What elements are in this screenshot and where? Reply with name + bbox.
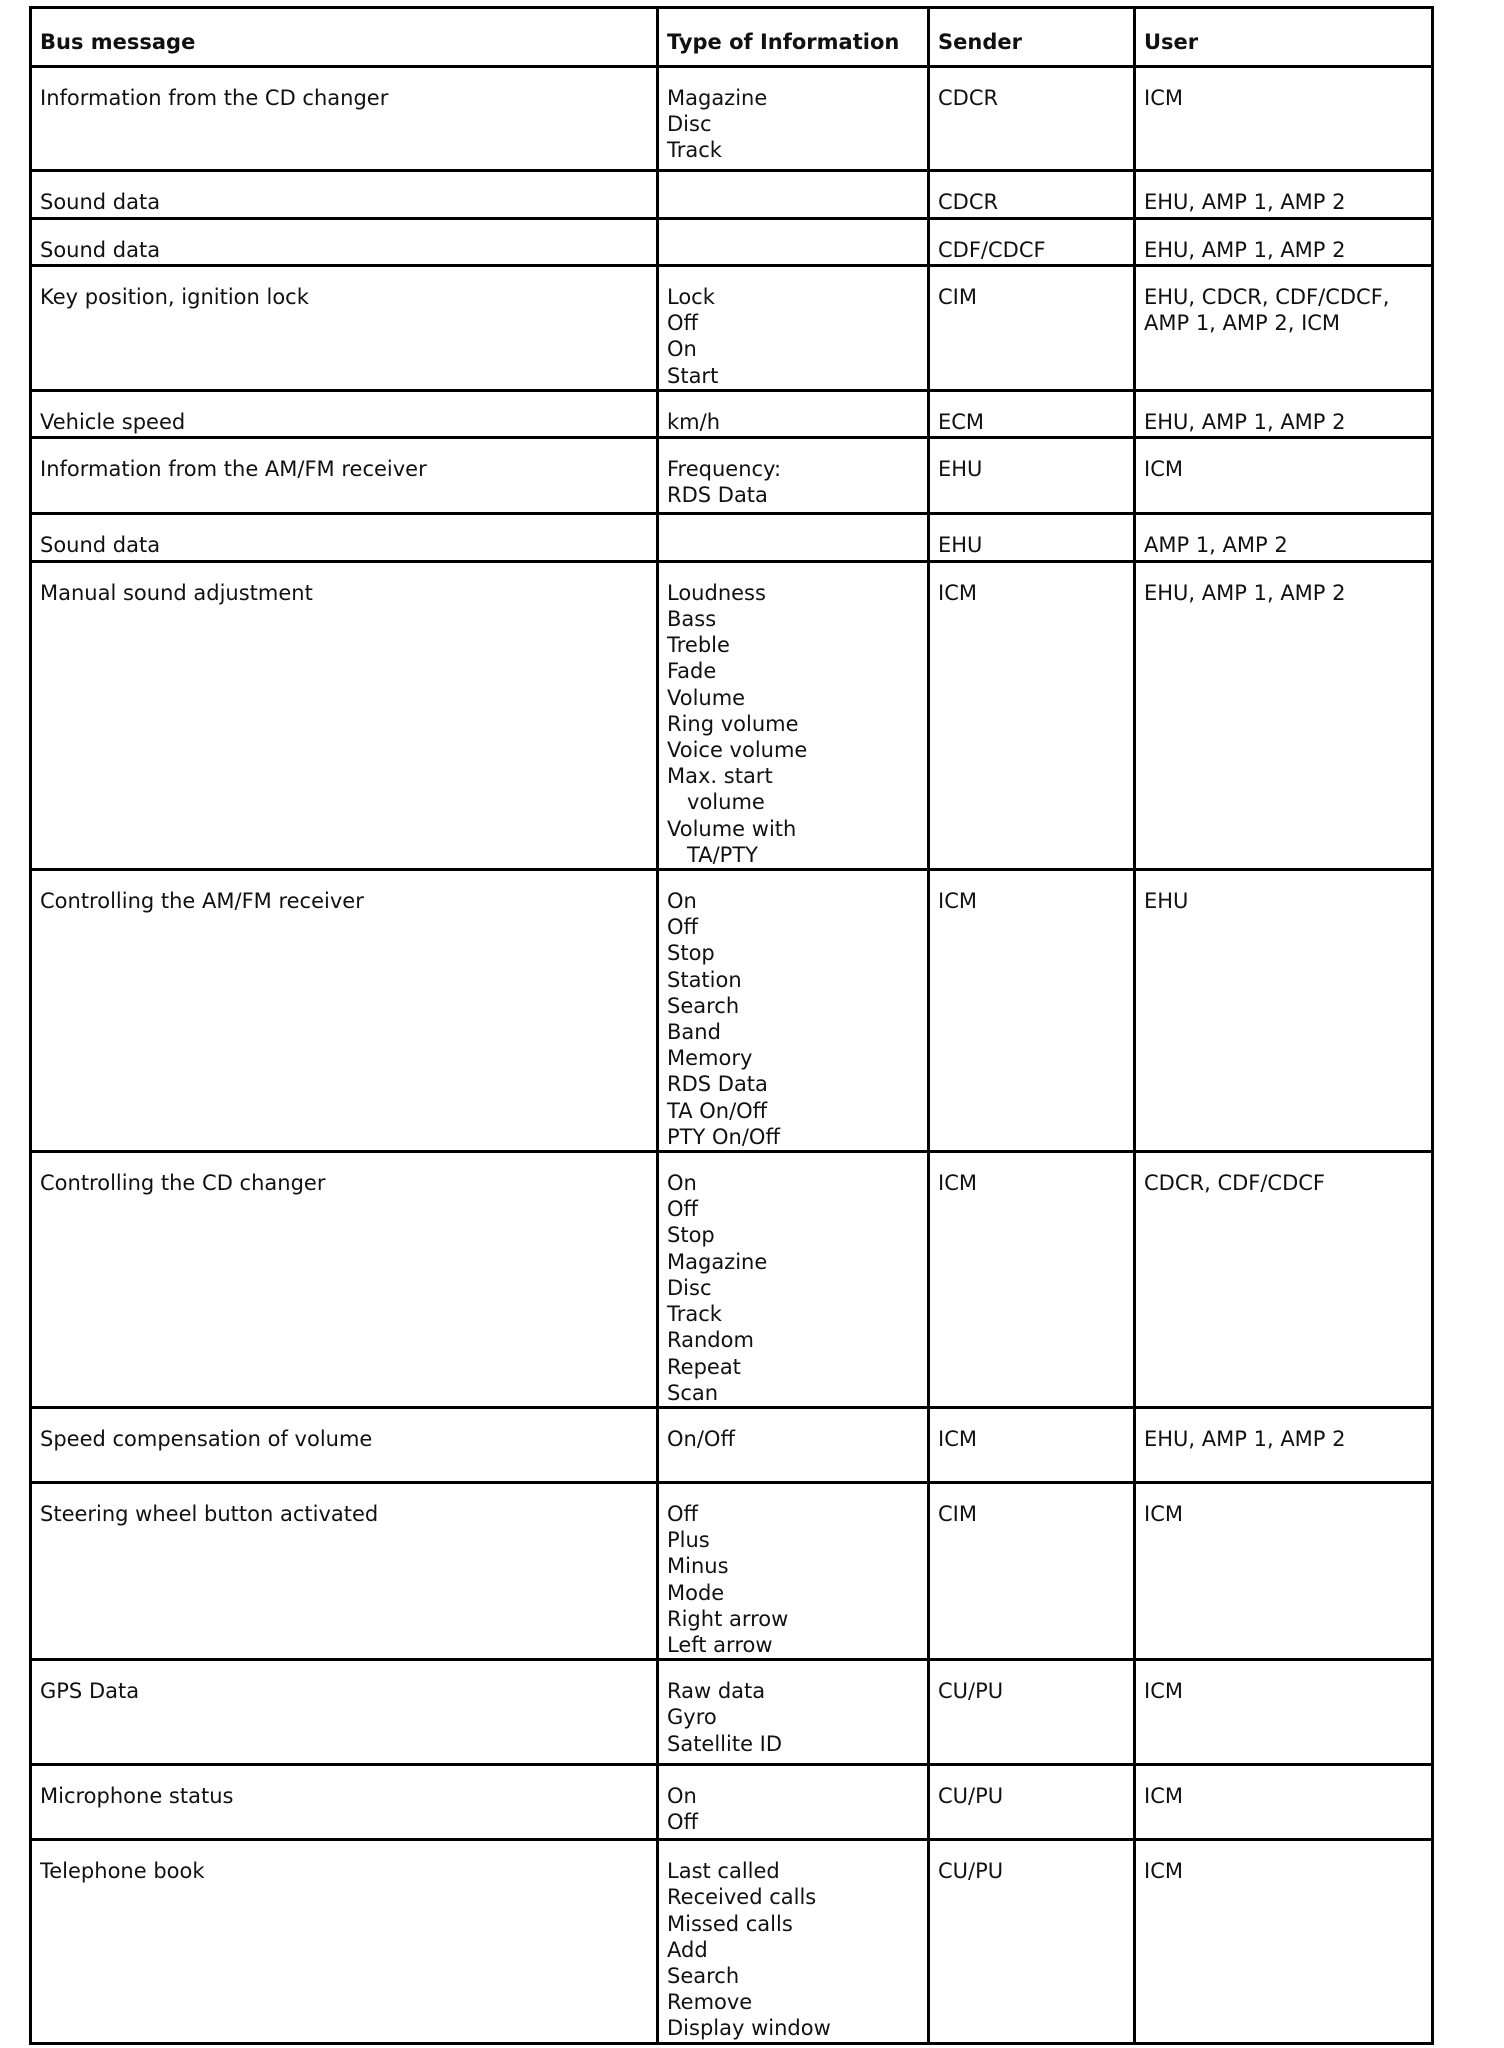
bus-message-cell: Telephone book: [31, 1840, 658, 2043]
table-row: [31, 1407, 1433, 1482]
bus-message-cell: Information from the CD changer: [31, 67, 658, 171]
header-row: [31, 8, 1433, 67]
bus-message-cell: Information from the AM/FM receiver: [31, 437, 658, 513]
type-of-information-cell: [658, 513, 929, 561]
type-of-information-cell: On/Off: [658, 1407, 929, 1482]
header-sender: Sender: [929, 8, 1135, 67]
type-of-information-cell: On Off Stop Magazine Disc Track Random Repeat Scan: [658, 1152, 929, 1408]
user-cell: ICM: [1135, 1660, 1433, 1765]
bus-message-cell: Manual sound adjustment: [31, 561, 658, 869]
sender-cell: CU/PU: [929, 1765, 1135, 1840]
bus-message-cell: Controlling the CD changer: [31, 1152, 658, 1408]
type-of-information-cell: Lock Off On Start: [658, 266, 929, 391]
table-row: [31, 870, 1433, 1152]
type-of-information-cell: [658, 219, 929, 266]
user-cell: EHU: [1135, 870, 1433, 1152]
type-of-information-cell: On Off: [658, 1765, 929, 1840]
user-cell: EHU, AMP 1, AMP 2: [1135, 1407, 1433, 1482]
user-cell: EHU, AMP 1, AMP 2: [1135, 561, 1433, 869]
bus-message-table: [29, 6, 1434, 2045]
user-cell: EHU, AMP 1, AMP 2: [1135, 390, 1433, 437]
user-cell: EHU, AMP 1, AMP 2: [1135, 171, 1433, 219]
type-of-information-cell: Loudness Bass Treble Fade Volume Ring volume Voice volume Max. start volume Volume with TA/PTY: [658, 561, 929, 869]
table-row: [31, 171, 1433, 219]
sender-cell: CIM: [929, 266, 1135, 391]
user-cell: EHU, CDCR, CDF/CDCF, AMP 1, AMP 2, ICM: [1135, 266, 1433, 391]
table-row: [31, 266, 1433, 391]
bus-message-cell: Speed compensation of volume: [31, 1407, 658, 1482]
bus-message-cell: Microphone status: [31, 1765, 658, 1840]
table-row: [31, 1152, 1433, 1408]
table-row: [31, 513, 1433, 561]
sender-cell: EHU: [929, 437, 1135, 513]
table-row: [31, 1482, 1433, 1659]
type-of-information-cell: km/h: [658, 390, 929, 437]
user-cell: ICM: [1135, 437, 1433, 513]
sender-cell: ICM: [929, 1407, 1135, 1482]
bus-message-cell: Key position, ignition lock: [31, 266, 658, 391]
user-cell: AMP 1, AMP 2: [1135, 513, 1433, 561]
table-row: [31, 1765, 1433, 1840]
user-cell: ICM: [1135, 1482, 1433, 1659]
type-of-information-cell: Magazine Disc Track: [658, 67, 929, 171]
bus-message-cell: Controlling the AM/FM receiver: [31, 870, 658, 1152]
sender-cell: ICM: [929, 870, 1135, 1152]
sender-cell: ECM: [929, 390, 1135, 437]
header-user: User: [1135, 8, 1433, 67]
user-cell: CDCR, CDF/CDCF: [1135, 1152, 1433, 1408]
sender-cell: CIM: [929, 1482, 1135, 1659]
header-bus-message: Bus message: [31, 8, 658, 67]
bus-message-cell: Steering wheel button activated: [31, 1482, 658, 1659]
type-of-information-cell: Off Plus Minus Mode Right arrow Left arrow: [658, 1482, 929, 1659]
user-cell: ICM: [1135, 1840, 1433, 2043]
bus-message-cell: GPS Data: [31, 1660, 658, 1765]
type-of-information-cell: Frequency: RDS Data: [658, 437, 929, 513]
bus-message-cell: Sound data: [31, 219, 658, 266]
sender-cell: CDF/CDCF: [929, 219, 1135, 266]
table-row: [31, 437, 1433, 513]
type-of-information-cell: Raw data Gyro Satellite ID: [658, 1660, 929, 1765]
type-of-information-cell: Last called Received calls Missed calls Add Search Remove Display window: [658, 1840, 929, 2043]
bus-message-cell: Vehicle speed: [31, 390, 658, 437]
sender-cell: CU/PU: [929, 1840, 1135, 2043]
sender-cell: CDCR: [929, 171, 1135, 219]
sender-cell: ICM: [929, 1152, 1135, 1408]
table-row: [31, 1660, 1433, 1765]
user-cell: ICM: [1135, 67, 1433, 171]
table-row: [31, 561, 1433, 869]
table-row: [31, 1840, 1433, 2043]
table-row: [31, 390, 1433, 437]
sender-cell: EHU: [929, 513, 1135, 561]
user-cell: ICM: [1135, 1765, 1433, 1840]
sender-cell: CU/PU: [929, 1660, 1135, 1765]
sender-cell: ICM: [929, 561, 1135, 869]
bus-message-cell: Sound data: [31, 513, 658, 561]
header-type-of-information: Type of Information: [658, 8, 929, 67]
bus-message-cell: Sound data: [31, 171, 658, 219]
type-of-information-cell: [658, 171, 929, 219]
table-row: [31, 219, 1433, 266]
type-of-information-cell: On Off Stop Station Search Band Memory RDS Data TA On/Off PTY On/Off: [658, 870, 929, 1152]
table-row: [31, 67, 1433, 171]
sender-cell: CDCR: [929, 67, 1135, 171]
user-cell: EHU, AMP 1, AMP 2: [1135, 219, 1433, 266]
